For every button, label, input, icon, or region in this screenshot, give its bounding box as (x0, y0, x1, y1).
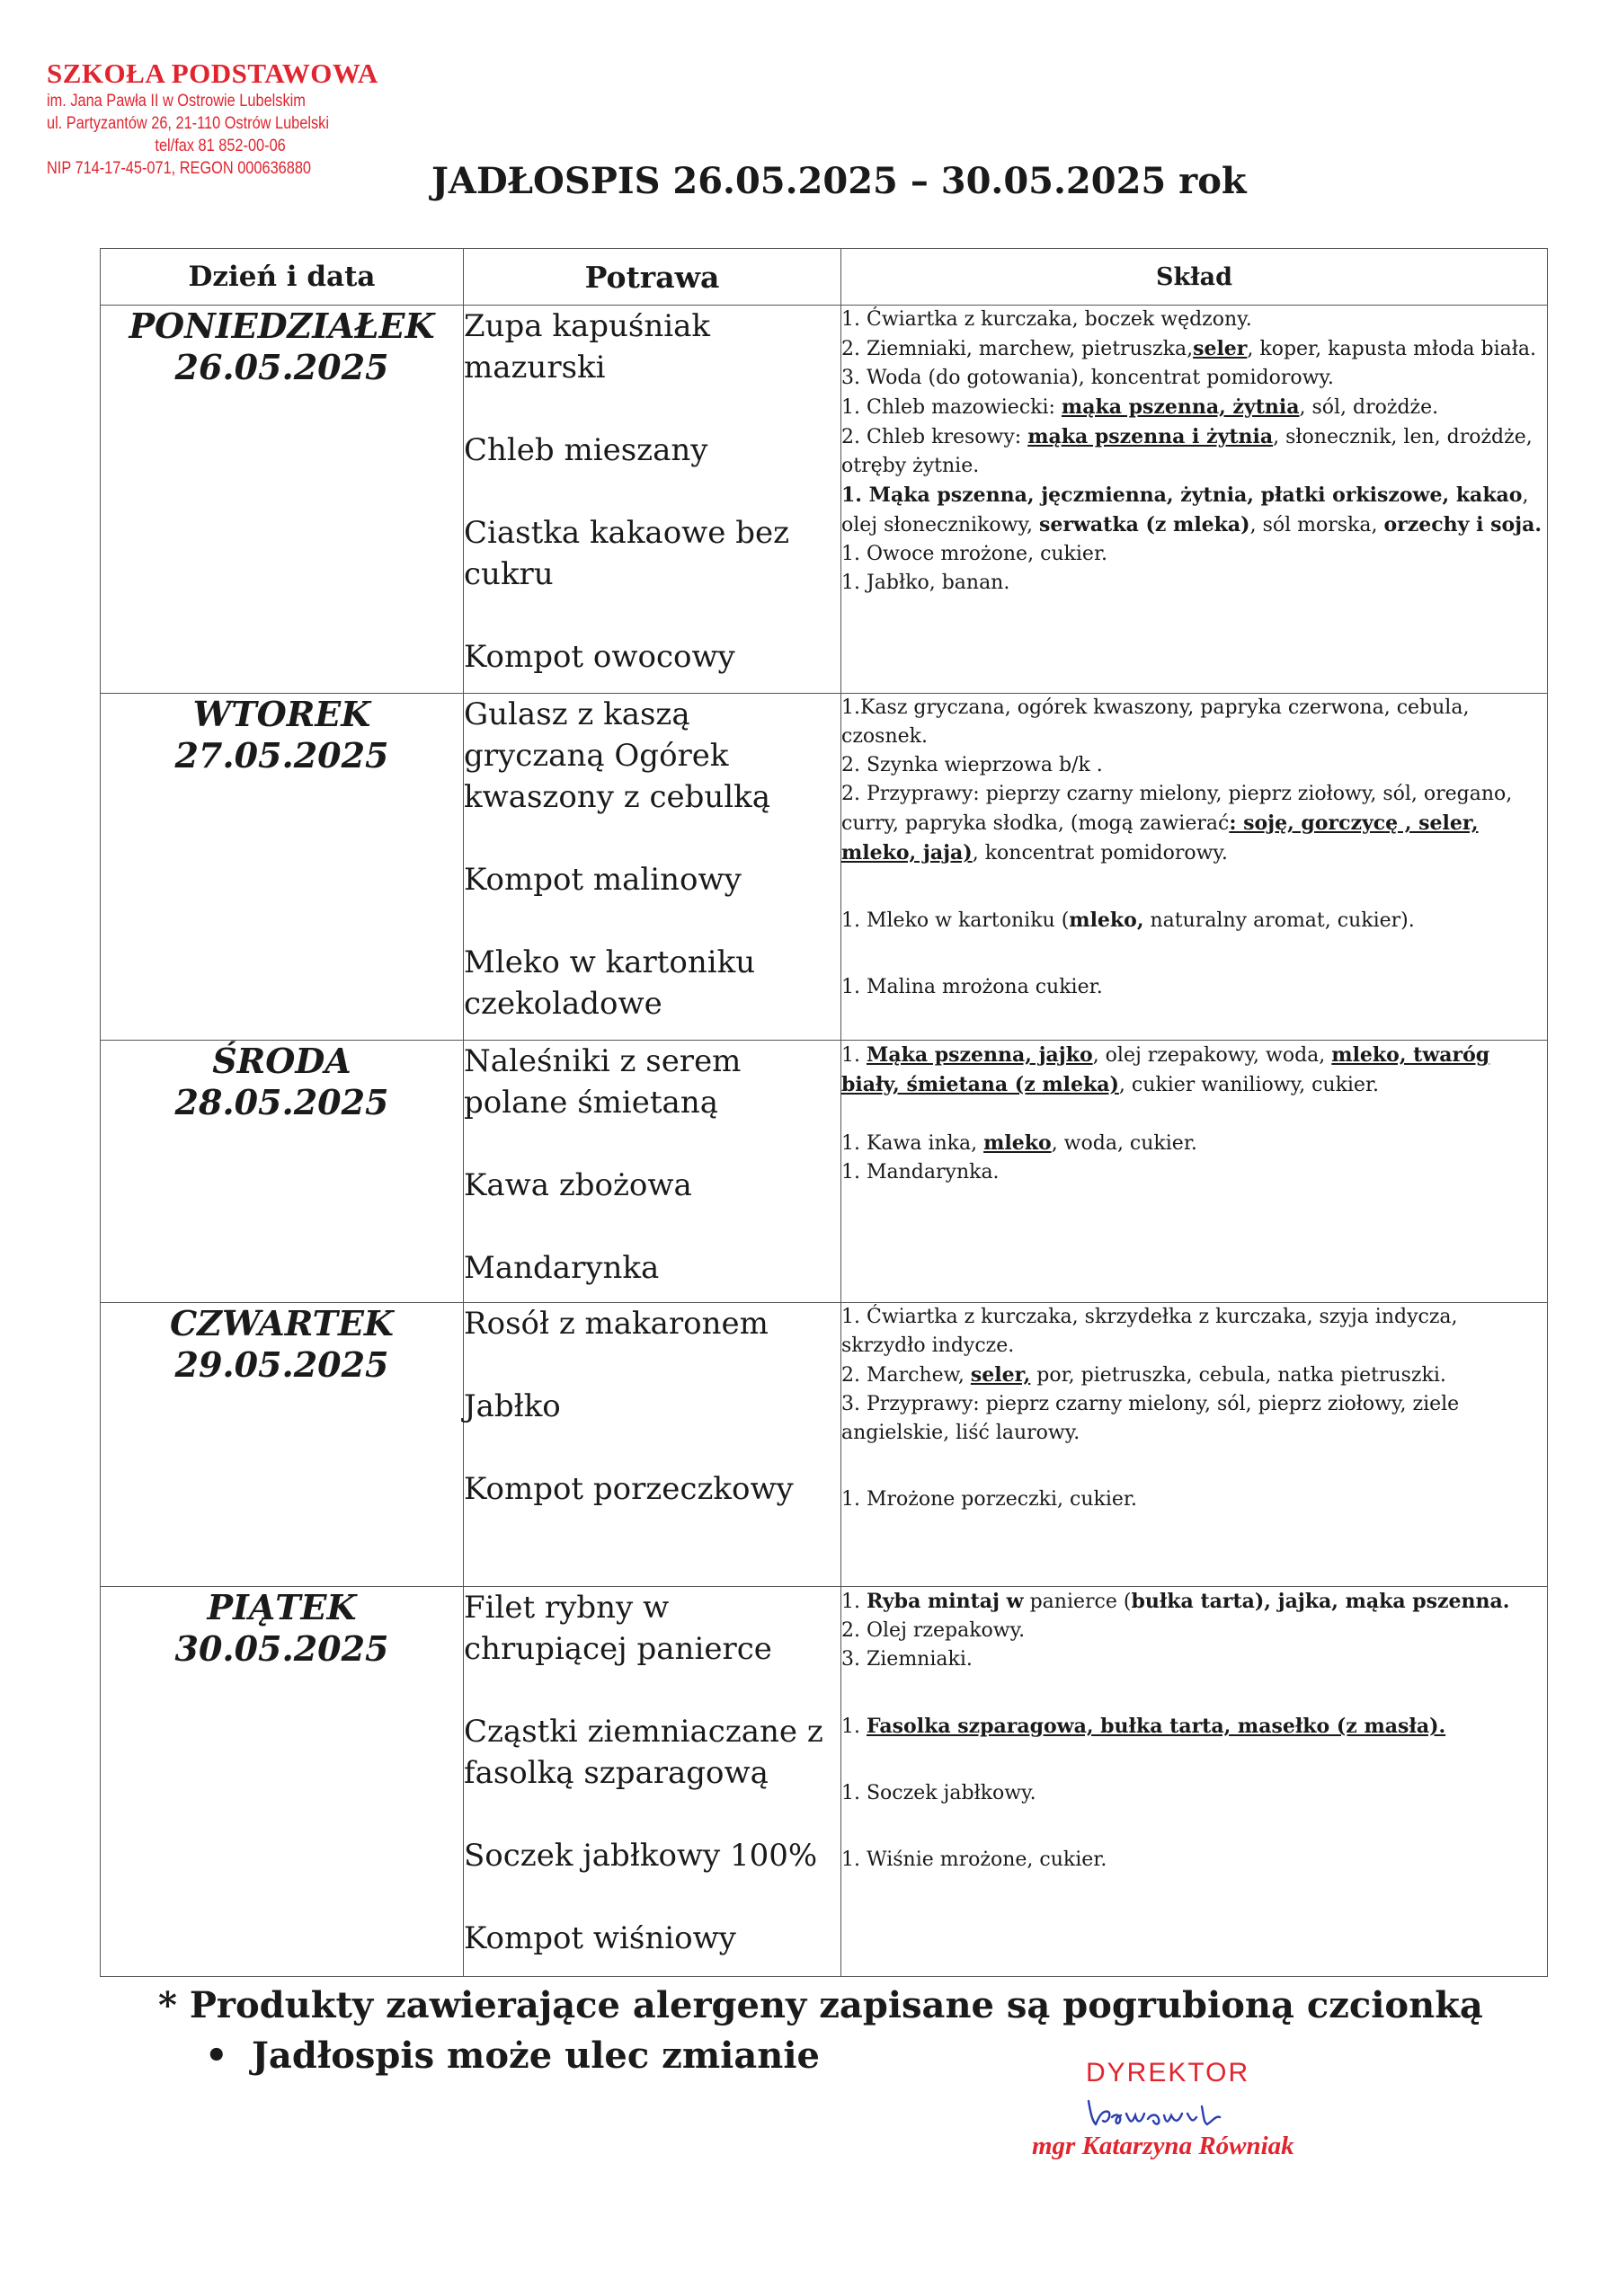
day-name: PIĄTEK (207, 1587, 357, 1627)
ingredient-line: 1. Soczek jabłkowy. (841, 1782, 1036, 1804)
dish-item: Kompot malinowy (464, 862, 742, 898)
dish-item: Jabłko (464, 1388, 561, 1424)
dish-item: Naleśniki z serem polane śmietaną (464, 1043, 742, 1121)
day-name: PONIEDZIAŁEK (129, 306, 435, 346)
day-date: 28.05.2025 (174, 1082, 389, 1122)
dish-cell (464, 1041, 841, 1303)
day-name: ŚRODA (212, 1041, 351, 1081)
dish-item: Gulasz z kaszą gryczaną Ogórek kwaszony z cebulką (464, 696, 771, 815)
day-cell (101, 306, 464, 694)
dish-item: Mandarynka (464, 1250, 660, 1286)
stamp-nip-regon: NIP 714-17-45-071, REGON 000636880 (47, 159, 312, 178)
allergen: : soję, gorczycę , seler, mleko, jaja) (841, 811, 1479, 864)
table-header-row (101, 249, 1548, 306)
dish-item: Ciastka kakaowe bez cukru (464, 515, 789, 592)
ingredient-line: 1. Malina mrożona cukier. (841, 976, 1103, 998)
ingredient-line: 1. Mąka pszenna, jęczmienna, żytnia, płatki orkiszowe, kakao, olej słonecznikowy, serwatka (z mleka), sól morska, orzechy i soja. (841, 483, 1542, 536)
ingredient-line: 1. Ćwiartka z kurczaka, boczek wędzony. (841, 308, 1252, 331)
ingredients-cell (841, 694, 1548, 1041)
stamp-school-name: SZKOŁA PODSTAWOWA (47, 58, 378, 89)
dish-item: Rosół z makaronem (464, 1306, 769, 1342)
table-row (101, 694, 1548, 1041)
allergen: mąka pszenna i żytnia (1027, 425, 1274, 448)
header-day: Dzień i data (101, 249, 464, 306)
allergen: serwatka (z mleka) (1039, 513, 1250, 536)
allergen: Ryba mintaj w (867, 1590, 1024, 1613)
ingredient-line: 1. Ćwiartka z kurczaka, skrzydełka z kurczaka, szyja indycza, skrzydło indycze. (841, 1306, 1458, 1357)
ingredient-line: 1. Mleko w kartoniku (mleko, naturalny aromat, cukier). (841, 909, 1415, 932)
dish-item: Mleko w kartoniku czekoladowe (464, 944, 756, 1022)
ingredient-line: 2. Szynka wieprzowa b/k . (841, 754, 1103, 776)
change-notice (205, 2034, 820, 2077)
allergen: mleko, twaróg biały, śmietana (z mleka) (841, 1043, 1490, 1096)
day-date: 27.05.2025 (174, 735, 389, 776)
stamp-patron: im. Jana Pawła II w Ostrowie Lubelskim (47, 92, 306, 111)
dish-item: Chleb mieszany (464, 432, 708, 468)
allergen: seler (1193, 337, 1248, 360)
day-name: WTOREK (192, 694, 371, 734)
school-stamp (47, 58, 415, 180)
ingredient-line: 2. Ziemniaki, marchew, pietruszka,seler, koper, kapusta młoda biała. (841, 337, 1536, 360)
table-row (101, 306, 1548, 694)
ingredient-line: 1. Owoce mrożone, cukier. (841, 543, 1108, 565)
allergen: mleko, (1069, 909, 1144, 932)
day-cell (101, 694, 464, 1041)
day-date: 30.05.2025 (174, 1628, 389, 1669)
page-title: JADŁOSPIS 26.05.2025 – 30.05.2025 rok (431, 160, 1247, 202)
table-row (101, 1303, 1548, 1587)
menu-table (100, 248, 1548, 1977)
ingredients-cell (841, 1587, 1548, 1977)
ingredient-line: 1. Wiśnie mrożone, cukier. (841, 1848, 1107, 1871)
ingredients-cell (841, 306, 1548, 694)
header-ingredients: Skład (841, 249, 1548, 306)
director-name: mgr Katarzyna Równiak (1032, 2132, 1294, 2160)
allergen: mleko (983, 1131, 1052, 1155)
allergen: orzechy i soja. (1383, 513, 1542, 536)
dish-item: Zupa kapuśniak mazurski (464, 308, 710, 386)
allergen: mąka pszenna, żytnia (1061, 395, 1300, 419)
day-cell (101, 1303, 464, 1587)
ingredient-line: 3. Przyprawy: pieprz czarny mielony, sól, pieprz ziołowy, ziele angielskie, liść laurowy. (841, 1393, 1460, 1444)
ingredient-line: 1.Kasz gryczana, ogórek kwaszony, papryka czerwona, cebula, czosnek. (841, 696, 1470, 748)
dish-item: Cząstki ziemniaczane z fasolką szparagową (464, 1714, 823, 1791)
stamp-phone: tel/fax 81 852-00-06 (155, 137, 286, 155)
table-row (101, 1041, 1548, 1303)
allergen: 1. Mąka pszenna, jęczmienna, żytnia, płatki orkiszowe, kakao (841, 483, 1523, 507)
allergen: seler, (970, 1363, 1031, 1387)
ingredient-line: 3. Ziemniaki. (841, 1648, 973, 1671)
day-name: CZWARTEK (170, 1303, 394, 1343)
day-cell (101, 1587, 464, 1977)
dish-item: Kompot porzeczkowy (464, 1471, 794, 1507)
ingredient-line: 2. Marchew, seler, por, pietruszka, cebula, natka pietruszki. (841, 1363, 1446, 1387)
stamp-address: ul. Partyzantów 26, 21-110 Ostrów Lubelski (47, 114, 329, 133)
allergen: bułka tarta), jajka, mąka pszenna. (1131, 1590, 1510, 1613)
day-cell (101, 1041, 464, 1303)
dish-item: Kompot owocowy (464, 639, 735, 675)
ingredient-line: 1. Ryba mintaj w panierce (bułka tarta), jajka, mąka pszenna. (841, 1590, 1510, 1613)
ingredient-line: 1. Mąka pszenna, jajko, olej rzepakowy, woda, mleko, twaróg biały, śmietana (z mleka), cukier waniliowy, cukier. (841, 1043, 1490, 1096)
ingredient-line: 2. Chleb kresowy: mąka pszenna i żytnia, słonecznik, len, drożdże, otręby żytnie. (841, 425, 1533, 477)
dish-cell (464, 694, 841, 1041)
ingredient-line: 2. Olej rzepakowy. (841, 1619, 1026, 1642)
dish-item: Kawa zbożowa (464, 1167, 692, 1203)
ingredient-line: 1. Jabłko, banan. (841, 572, 1010, 594)
bullet-marker: • (205, 2034, 228, 2077)
allergen: Fasolka szparagowa, bułka tarta, masełko (z masła). (867, 1715, 1446, 1738)
day-date: 26.05.2025 (174, 347, 389, 387)
ingredients-cell (841, 1303, 1548, 1587)
ingredients-cell (841, 1041, 1548, 1303)
allergen: Mąka pszenna, jajko (867, 1043, 1093, 1067)
day-date: 29.05.2025 (174, 1344, 389, 1385)
ingredient-line: 2. Przyprawy: pieprzy czarny mielony, pieprz ziołowy, sól, oregano, curry, papryka słodka, (mogą zawierać: soję, gorczycę , seler, mleko, jaja), koncentrat pomidorowy. (841, 783, 1513, 864)
header-dish: Potrawa (464, 249, 841, 306)
ingredient-line: 1. Chleb mazowiecki: mąka pszenna, żytnia, sól, drożdże. (841, 395, 1439, 419)
ingredient-line: 1. Mrożone porzeczki, cukier. (841, 1488, 1137, 1511)
ingredient-line: 1. Mandarynka. (841, 1161, 1000, 1183)
handwritten-signature-icon (1081, 2090, 1261, 2135)
dish-item: Soczek jabłkowy 100% (464, 1838, 818, 1874)
ingredient-line: 3. Woda (do gotowania), koncentrat pomidorowy. (841, 367, 1334, 389)
dish-cell (464, 306, 841, 694)
ingredient-line: 1. Fasolka szparagowa, bułka tarta, masełko (z masła). (841, 1715, 1446, 1738)
dish-cell (464, 1303, 841, 1587)
ingredient-line: 1. Kawa inka, mleko, woda, cukier. (841, 1131, 1197, 1155)
dish-cell (464, 1587, 841, 1977)
dish-item: Filet rybny w chrupiącej panierce (464, 1590, 772, 1667)
director-title: DYREKTOR (1086, 2058, 1250, 2088)
change-notice-text: Jadłospis może ulec zmianie (252, 2034, 820, 2077)
allergen-footnote: * Produkty zawierające alergeny zapisane są pogrubioną czcionką (158, 1984, 1483, 2026)
table-row (101, 1587, 1548, 1977)
dish-item: Kompot wiśniowy (464, 1920, 736, 1956)
